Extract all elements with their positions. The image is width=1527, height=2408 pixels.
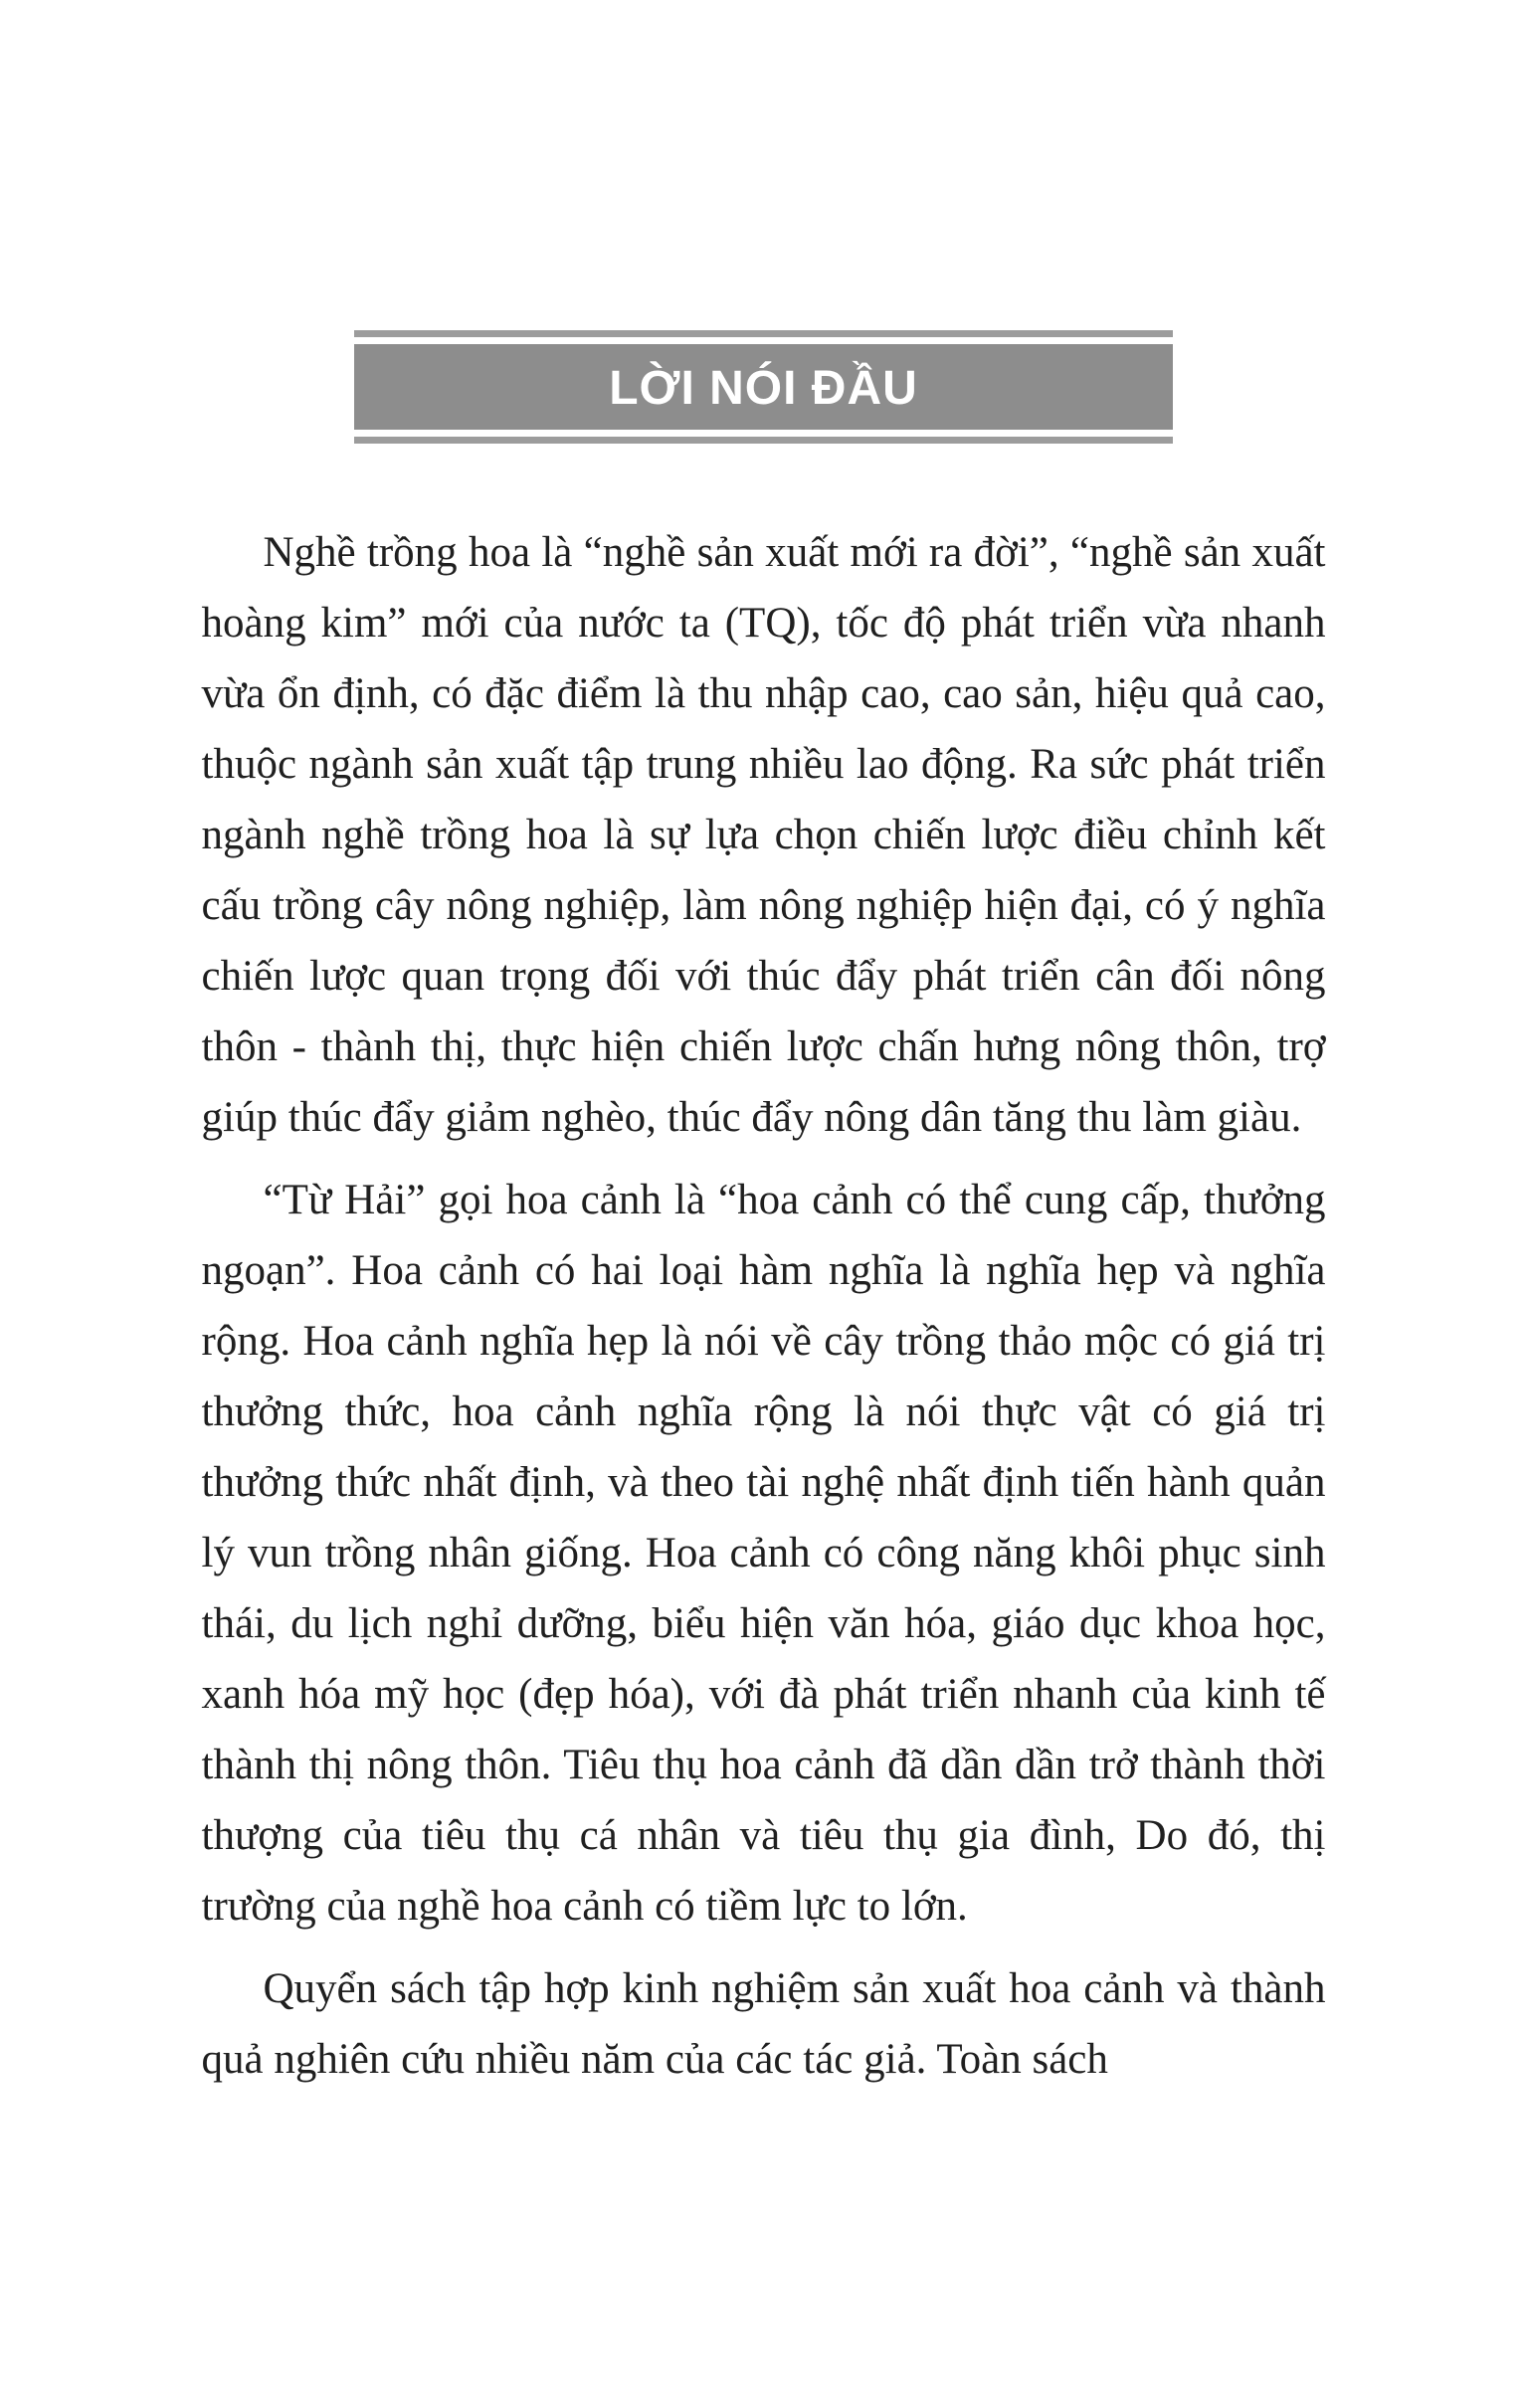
chapter-title: LỜI NÓI ĐẦU bbox=[609, 362, 918, 415]
body-text bbox=[202, 517, 1326, 2095]
paragraph-3: Quyển sách tập hợp kinh nghiệm sản xuất hoa cảnh và thành quả nghiên cứu nhiều năm của các tác giả. Toàn sách bbox=[201, 1965, 1326, 2083]
heading-rule-top bbox=[354, 330, 1173, 337]
chapter-title-banner bbox=[354, 344, 1173, 430]
paragraph-1: Nghề trồng hoa là “nghề sản xuất mới ra đời”, “nghề sản xuất hoàng kim” mới của nước ta (TQ), tốc độ phát triển vừa nhanh vừa ổn định, có đặc điểm là thu nhập cao, cao sản, hiệu quả cao, thuộc ngành sản xuất tập trung nhiều lao động. Ra sức phát triển ngành nghề trồng hoa là sự lựa chọn chiến lược điều chỉnh kết cấu trồng cây nông nghiệp, làm nông nghiệp hiện đại, có ý nghĩa chiến lược quan trọng đối với thúc đẩy phát triển cân đối nông thôn - thành thị, thực hiện chiến lược chấn hưng nông thôn, trợ giúp thúc đẩy giảm nghèo, thúc đẩy nông dân tăng thu làm giàu. bbox=[201, 529, 1326, 1141]
chapter-heading bbox=[354, 330, 1173, 444]
paragraph-2: “Từ Hải” gọi hoa cảnh là “hoa cảnh có thể cung cấp, thưởng ngoạn”. Hoa cảnh có hai loại hàm nghĩa là nghĩa hẹp và nghĩa rộng. Hoa cảnh nghĩa hẹp là nói về cây trồng thảo mộc có giá trị thưởng thức, hoa cảnh nghĩa rộng là nói thực vật có giá trị thưởng thức nhất định, và theo tài nghệ nhất định tiến hành quản lý vun trồng nhân giống. Hoa cảnh có công năng khôi phục sinh thái, du lịch nghỉ dưỡng, biểu hiện văn hóa, giáo dục khoa học, xanh hóa mỹ học (đẹp hóa), với đà phát triển nhanh của kinh tế thành thị nông thôn. Tiêu thụ hoa cảnh đã dần dần trở thành thời thượng của tiêu thụ cá nhân và tiêu thụ gia đình, Do đó, thị trường của nghề hoa cảnh có tiềm lực to lớn. bbox=[201, 1177, 1326, 1930]
heading-rule-bottom bbox=[354, 437, 1173, 444]
